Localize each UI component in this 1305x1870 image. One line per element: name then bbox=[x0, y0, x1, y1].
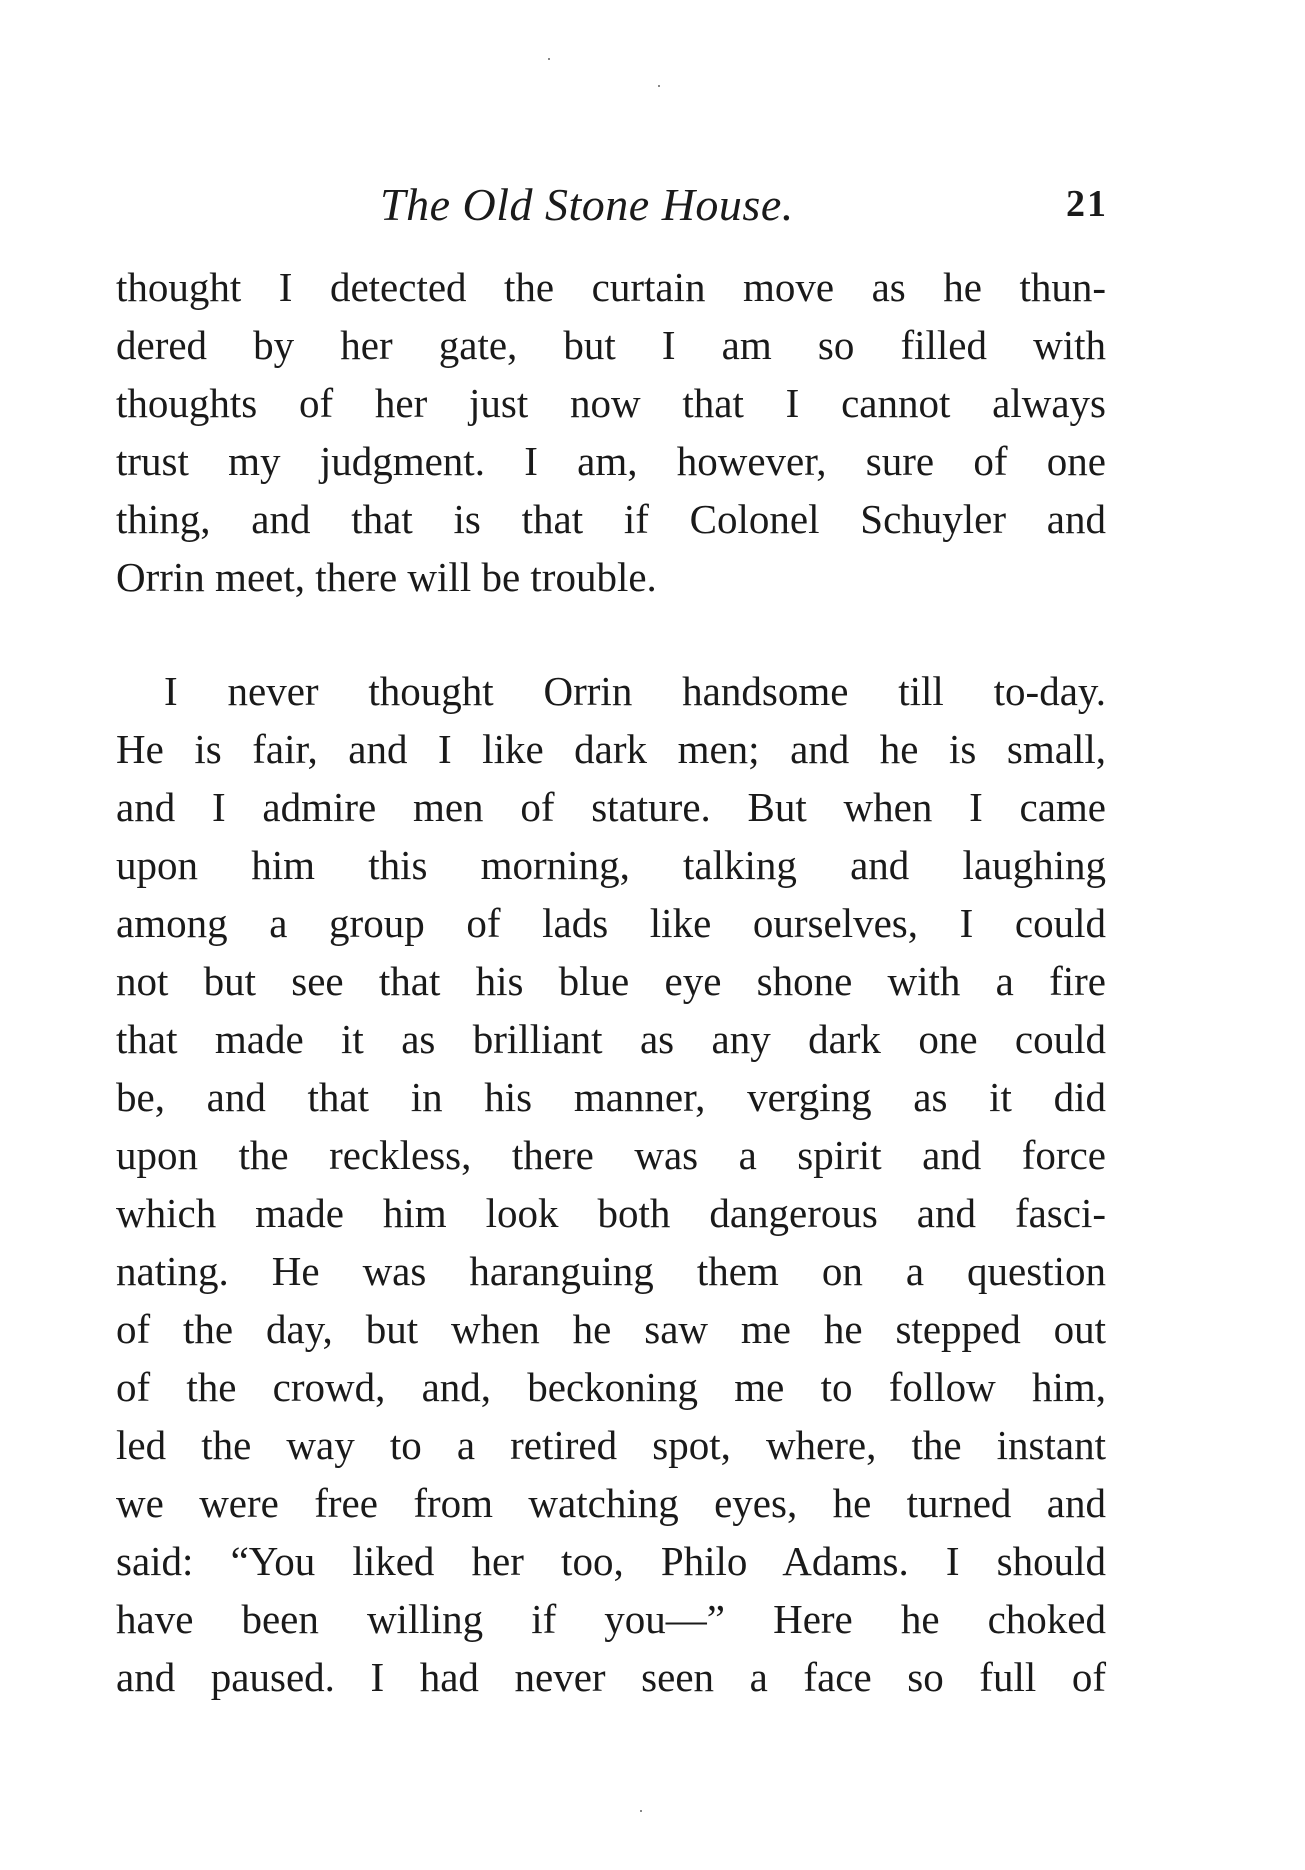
text-line: which made him look both dangerous and fasci- bbox=[116, 1190, 1106, 1236]
text-line: and I admire men of stature. But when I came bbox=[116, 784, 1106, 830]
text-line: we were free from watching eyes, he turned and bbox=[116, 1480, 1106, 1526]
paragraph bbox=[116, 258, 1106, 606]
text-line: thing, and that is that if Colonel Schuyler and bbox=[116, 496, 1106, 542]
text-line: upon him this morning, talking and laughing bbox=[116, 842, 1106, 888]
text-line: and paused. I had never seen a face so full of bbox=[116, 1654, 1106, 1700]
text-line: said: “You liked her too, Philo Adams. I should bbox=[116, 1538, 1106, 1584]
running-title: The Old Stone House. bbox=[380, 179, 794, 230]
text-line: Orrin meet, there will be trouble. bbox=[116, 554, 657, 600]
text-line: have been willing if you—” Here he choked bbox=[116, 1596, 1106, 1642]
page-number: 21 bbox=[1066, 183, 1108, 225]
text-line: that made it as brilliant as any dark one could bbox=[116, 1016, 1106, 1062]
text-line: not but see that his blue eye shone with a fire bbox=[116, 958, 1106, 1004]
text-line: thought I detected the curtain move as he thun- bbox=[116, 264, 1106, 310]
text-line: be, and that in his manner, verging as it did bbox=[116, 1074, 1106, 1120]
text-line: of the day, but when he saw me he stepped out bbox=[116, 1306, 1106, 1352]
text-line: nating. He was haranguing them on a question bbox=[116, 1248, 1106, 1294]
text-line: thoughts of her just now that I cannot always bbox=[116, 380, 1106, 426]
scan-speck bbox=[658, 85, 660, 87]
text-line: He is fair, and I like dark men; and he is small, bbox=[116, 726, 1106, 772]
scan-speck bbox=[640, 1810, 642, 1812]
paragraph-gap bbox=[116, 606, 1106, 662]
text-line: trust my judgment. I am, however, sure of one bbox=[116, 438, 1106, 484]
text-line: led the way to a retired spot, where, the instant bbox=[116, 1422, 1106, 1468]
text-line: I never thought Orrin handsome till to-day. bbox=[164, 668, 1106, 714]
body-text bbox=[116, 258, 1106, 1706]
running-header bbox=[118, 178, 1108, 238]
text-line: of the crowd, and, beckoning me to follow him, bbox=[116, 1364, 1106, 1410]
scan-speck bbox=[548, 58, 550, 60]
paragraph bbox=[116, 662, 1106, 1706]
text-line: dered by her gate, but I am so filled with bbox=[116, 322, 1106, 368]
text-line: among a group of lads like ourselves, I could bbox=[116, 900, 1106, 946]
text-line: upon the reckless, there was a spirit and force bbox=[116, 1132, 1106, 1178]
